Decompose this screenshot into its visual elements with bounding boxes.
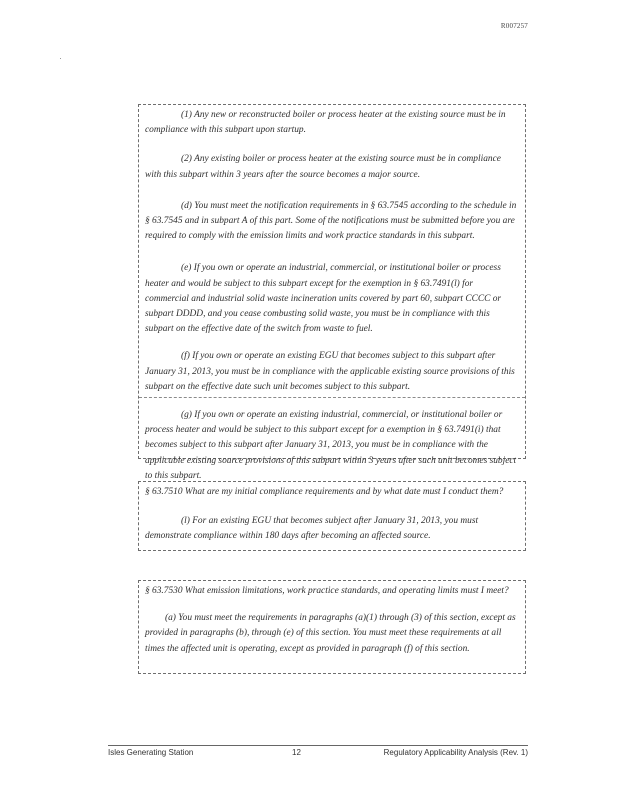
regulation-excerpt-box	[138, 104, 526, 481]
paragraph-e: (e) If you own or operate an industrial, commercial, or institutional boiler or process heater and would be subject to this subpart except for the exemption in § 63.7491(l) for commercial and industrial solid waste incineration units covered by part 60, subpart CCCC or subpart DDDD, and you cease combusting solid waste, you must be in compliance with this subpart on the effective date of the switch from waste to fuel.	[145, 263, 502, 335]
paragraph-g: (g) If you own or operate an existing industrial, commercial, or institutional boiler or process heater and would be subject to this subpart except for a exemption in § 63.7491(i) that becomes subject to this subpart after January 31, 2013, you must be in compliance with the applicable existing source provisions of this subpart within 3 years after such unit becomes subject to this subpart.	[145, 410, 517, 481]
footer-station-name: Isles Generating Station	[108, 748, 194, 757]
footer-document-title: Regulatory Applicability Analysis (Rev. 1)	[383, 748, 528, 757]
section-body: (a) You must meet the requirements in paragraphs (a)(1) through (3) of this section, except as provided in paragraphs (b), through (e) of this section. You must meet these requirements at all times the affected unit is operating, except as provided in paragraph (f) of this section.	[145, 613, 516, 654]
section-heading: § 63.7530 What emission limitations, work practice standards, and operating limits must I meet?	[145, 586, 509, 596]
footer-page-number: 12	[292, 748, 301, 757]
paragraph-f: (f) If you own or operate an existing EGU that becomes subject to this subpart after January 31, 2013, you must be in compliance with the applicable existing source provisions of this subpart on the effective date such unit becomes subject to this subpart.	[145, 351, 515, 392]
page-footer	[108, 745, 528, 760]
paragraph-c1: (1) Any new or reconstructed boiler or process heater at the existing source must be in compliance with this subpart upon startup.	[145, 110, 506, 136]
section-heading: § 63.7510 What are my initial compliance requirements and by what date must I conduct them?	[145, 487, 504, 497]
page-id: R007257	[500, 22, 528, 30]
scan-speck	[60, 58, 61, 59]
section-63-7510-box	[138, 481, 526, 551]
section-body: (l) For an existing EGU that becomes subject after January 31, 2013, you must demonstrate compliance within 180 days after becoming an affected source.	[145, 516, 479, 542]
section-divider	[139, 397, 525, 398]
section-63-7530-box	[138, 580, 526, 674]
paragraph-d: (d) You must meet the notification requirements in § 63.7545 according to the schedule in § 63.7545 and in subpart A of this part. Some of the notifications must be submitted before you are required to comply with the emission limits and work practice standards in this subpart.	[145, 200, 517, 242]
paragraph-c2: (2) Any existing boiler or process heater at the existing source must be in compliance with this subpart within 3 years after the source becomes a major source.	[145, 154, 501, 180]
